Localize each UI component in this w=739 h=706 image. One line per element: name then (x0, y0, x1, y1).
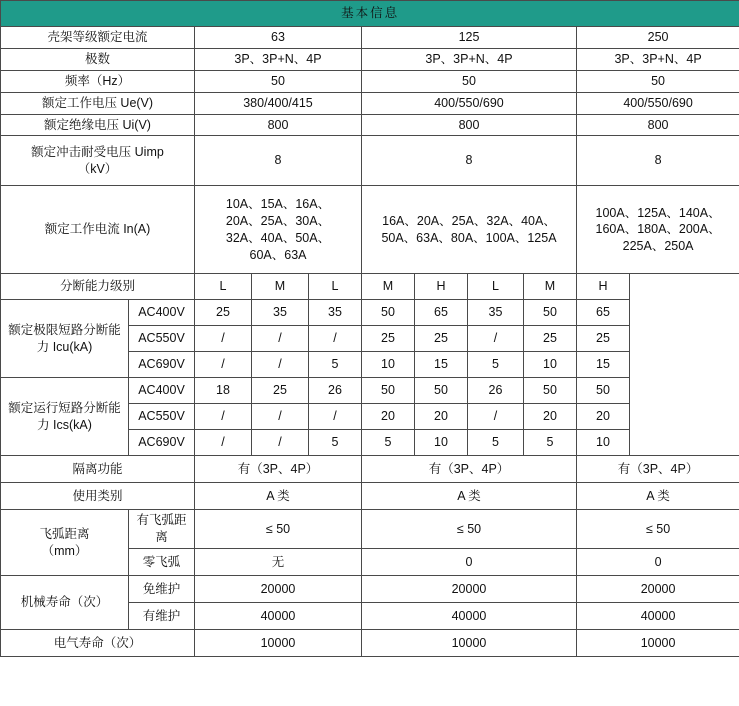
cell-ui-250: 800 (577, 114, 739, 136)
cell-category-125: A 类 (362, 483, 577, 510)
cell-icu-ac690-63-L: / (195, 352, 252, 378)
cell-category-63: A 类 (195, 483, 362, 510)
row-label-ics: 额定运行短路分断能力 Ics(kA) (1, 378, 129, 456)
cell-elec-life-63: 10000 (195, 630, 362, 657)
cell-arc-with-250: ≤ 50 (577, 510, 739, 549)
cell-icu-ac400-250-L: 35 (468, 300, 524, 326)
cell-icu-ac400-125-M: 50 (362, 300, 415, 326)
cell-ics-ac690-125-L: 5 (309, 430, 362, 456)
table-row (1, 27, 739, 49)
cell-frequency-125: 50 (362, 70, 577, 92)
cell-icu-ac690-63-M: / (252, 352, 309, 378)
table-row (1, 300, 739, 326)
cell-elec-life-125: 10000 (362, 630, 577, 657)
row-label-icu: 额定极限短路分断能力 Icu(kA) (1, 300, 129, 378)
cell-ics-ac690-250-L: 5 (468, 430, 524, 456)
cell-ics-ac690-125-M: 5 (362, 430, 415, 456)
page-title: 基本信息 (1, 1, 739, 27)
cell-ics-ac400-63-L: 18 (195, 378, 252, 404)
cell-icu-ac550-250-L: / (468, 326, 524, 352)
cell-icu-ac550-125-M: 25 (362, 326, 415, 352)
cell-grade-125-H: H (415, 274, 468, 300)
sub-label-zero-arc: 零飞弧 (129, 549, 195, 576)
cell-arc-zero-63: 无 (195, 549, 362, 576)
cell-isolation-125: 有（3P、4P） (362, 456, 577, 483)
row-label-isolation: 隔离功能 (1, 456, 195, 483)
sub-label-ics-ac550v: AC550V (129, 404, 195, 430)
row-label-frequency: 频率（Hz） (1, 70, 195, 92)
cell-arc-with-125: ≤ 50 (362, 510, 577, 549)
cell-ics-ac400-250-L: 26 (468, 378, 524, 404)
cell-ics-ac400-125-M: 50 (362, 378, 415, 404)
cell-icu-ac690-250-L: 5 (468, 352, 524, 378)
table-row (1, 576, 739, 603)
cell-grade-63-M: M (252, 274, 309, 300)
row-label-rated-voltage-ue: 额定工作电压 Ue(V) (1, 92, 195, 114)
cell-isolation-63: 有（3P、4P） (195, 456, 362, 483)
cell-in-63: 10A、15A、16A、20A、25A、30A、32A、40A、50A、60A、63A (195, 186, 362, 274)
row-label-impulse-voltage-uimp: 额定冲击耐受电压 Uimp（kV） (1, 136, 195, 186)
cell-ics-ac400-125-L: 26 (309, 378, 362, 404)
cell-ui-125: 800 (362, 114, 577, 136)
cell-icu-ac690-250-M: 10 (524, 352, 577, 378)
table-row (1, 114, 739, 136)
cell-icu-ac400-250-H: 65 (577, 300, 630, 326)
cell-ue-63: 380/400/415 (195, 92, 362, 114)
cell-icu-ac550-250-M: 25 (524, 326, 577, 352)
table-row (1, 136, 739, 186)
sub-label-icu-ac400v: AC400V (129, 300, 195, 326)
cell-ics-ac550-125-L: / (309, 404, 362, 430)
cell-ics-ac550-250-L: / (468, 404, 524, 430)
table-row (1, 186, 739, 274)
cell-grade-250-L: L (468, 274, 524, 300)
cell-ics-ac550-63-M: / (252, 404, 309, 430)
cell-ics-ac550-250-H: 20 (577, 404, 630, 430)
cell-icu-ac690-250-H: 15 (577, 352, 630, 378)
cell-ics-ac690-250-M: 5 (524, 430, 577, 456)
table-row (1, 630, 739, 657)
table-row (1, 483, 739, 510)
cell-icu-ac400-125-L: 35 (309, 300, 362, 326)
cell-in-250: 100A、125A、140A、160A、180A、200A、225A、250A (577, 186, 739, 274)
cell-ics-ac690-125-H: 10 (415, 430, 468, 456)
sub-label-icu-ac690v: AC690V (129, 352, 195, 378)
cell-icu-ac400-125-H: 65 (415, 300, 468, 326)
row-label-frame-current: 壳架等级额定电流 (1, 27, 195, 49)
cell-ics-ac400-125-H: 50 (415, 378, 468, 404)
table-row (1, 456, 739, 483)
sub-label-with-arc-distance: 有飞弧距离 (129, 510, 195, 549)
cell-icu-ac690-125-L: 5 (309, 352, 362, 378)
cell-isolation-250: 有（3P、4P） (577, 456, 739, 483)
row-label-insulation-voltage-ui: 额定绝缘电压 Ui(V) (1, 114, 195, 136)
cell-ui-63: 800 (195, 114, 362, 136)
cell-icu-ac690-125-H: 15 (415, 352, 468, 378)
cell-poles-125: 3P、3P+N、4P (362, 48, 577, 70)
cell-ics-ac550-250-M: 20 (524, 404, 577, 430)
cell-uimp-125: 8 (362, 136, 577, 186)
cell-ics-ac690-63-L: / (195, 430, 252, 456)
cell-ics-ac400-250-H: 50 (577, 378, 630, 404)
cell-grade-125-M: M (362, 274, 415, 300)
cell-uimp-250: 8 (577, 136, 739, 186)
cell-frequency-250: 50 (577, 70, 739, 92)
cell-ue-250: 400/550/690 (577, 92, 739, 114)
cell-frequency-63: 50 (195, 70, 362, 92)
cell-grade-250-H: H (577, 274, 630, 300)
sub-label-ics-ac690v: AC690V (129, 430, 195, 456)
row-label-utilization-category: 使用类别 (1, 483, 195, 510)
table-title-row (1, 1, 739, 27)
cell-icu-ac550-63-L: / (195, 326, 252, 352)
sub-label-maintenance-free: 免维护 (129, 576, 195, 603)
row-label-rated-current-in: 额定工作电流 In(A) (1, 186, 195, 274)
cell-grade-250-M: M (524, 274, 577, 300)
cell-arc-zero-125: 0 (362, 549, 577, 576)
row-label-poles: 极数 (1, 48, 195, 70)
cell-grade-125-L: L (309, 274, 362, 300)
cell-frame-current-250: 250 (577, 27, 739, 49)
cell-poles-63: 3P、3P+N、4P (195, 48, 362, 70)
cell-ue-125: 400/550/690 (362, 92, 577, 114)
cell-category-250: A 类 (577, 483, 739, 510)
cell-mech-free-125: 20000 (362, 576, 577, 603)
table-row (1, 92, 739, 114)
cell-ics-ac400-63-M: 25 (252, 378, 309, 404)
table-row (1, 48, 739, 70)
cell-mech-free-63: 20000 (195, 576, 362, 603)
table-row (1, 378, 739, 404)
row-label-mechanical-life: 机械寿命（次） (1, 576, 129, 630)
cell-mech-maint-250: 40000 (577, 603, 739, 630)
cell-mech-maint-63: 40000 (195, 603, 362, 630)
cell-ics-ac690-63-M: / (252, 430, 309, 456)
row-label-electrical-life: 电气寿命（次） (1, 630, 195, 657)
cell-icu-ac690-125-M: 10 (362, 352, 415, 378)
cell-uimp-63: 8 (195, 136, 362, 186)
table-row (1, 510, 739, 549)
cell-icu-ac550-125-L: / (309, 326, 362, 352)
cell-ics-ac550-125-M: 20 (362, 404, 415, 430)
cell-poles-250: 3P、3P+N、4P (577, 48, 739, 70)
table-row (1, 274, 739, 300)
sub-label-ics-ac400v: AC400V (129, 378, 195, 404)
cell-icu-ac550-63-M: / (252, 326, 309, 352)
cell-ics-ac550-125-H: 20 (415, 404, 468, 430)
cell-icu-ac400-63-L: 25 (195, 300, 252, 326)
cell-ics-ac400-250-M: 50 (524, 378, 577, 404)
cell-icu-ac550-125-H: 25 (415, 326, 468, 352)
sub-label-icu-ac550v: AC550V (129, 326, 195, 352)
cell-ics-ac690-250-H: 10 (577, 430, 630, 456)
sub-label-with-maintenance: 有维护 (129, 603, 195, 630)
cell-icu-ac550-250-H: 25 (577, 326, 630, 352)
cell-in-125: 16A、20A、25A、32A、40A、50A、63A、80A、100A、125A (362, 186, 577, 274)
cell-elec-life-250: 10000 (577, 630, 739, 657)
row-label-arc-distance: 飞弧距离（mm） (1, 510, 129, 576)
cell-grade-63-L: L (195, 274, 252, 300)
cell-ics-ac550-63-L: / (195, 404, 252, 430)
cell-mech-maint-125: 40000 (362, 603, 577, 630)
cell-mech-free-250: 20000 (577, 576, 739, 603)
cell-frame-current-63: 63 (195, 27, 362, 49)
cell-icu-ac400-63-M: 35 (252, 300, 309, 326)
table-row (1, 70, 739, 92)
cell-arc-with-63: ≤ 50 (195, 510, 362, 549)
row-label-breaking-grade: 分断能力级别 (1, 274, 195, 300)
cell-frame-current-125: 125 (362, 27, 577, 49)
cell-arc-zero-250: 0 (577, 549, 739, 576)
cell-icu-ac400-250-M: 50 (524, 300, 577, 326)
